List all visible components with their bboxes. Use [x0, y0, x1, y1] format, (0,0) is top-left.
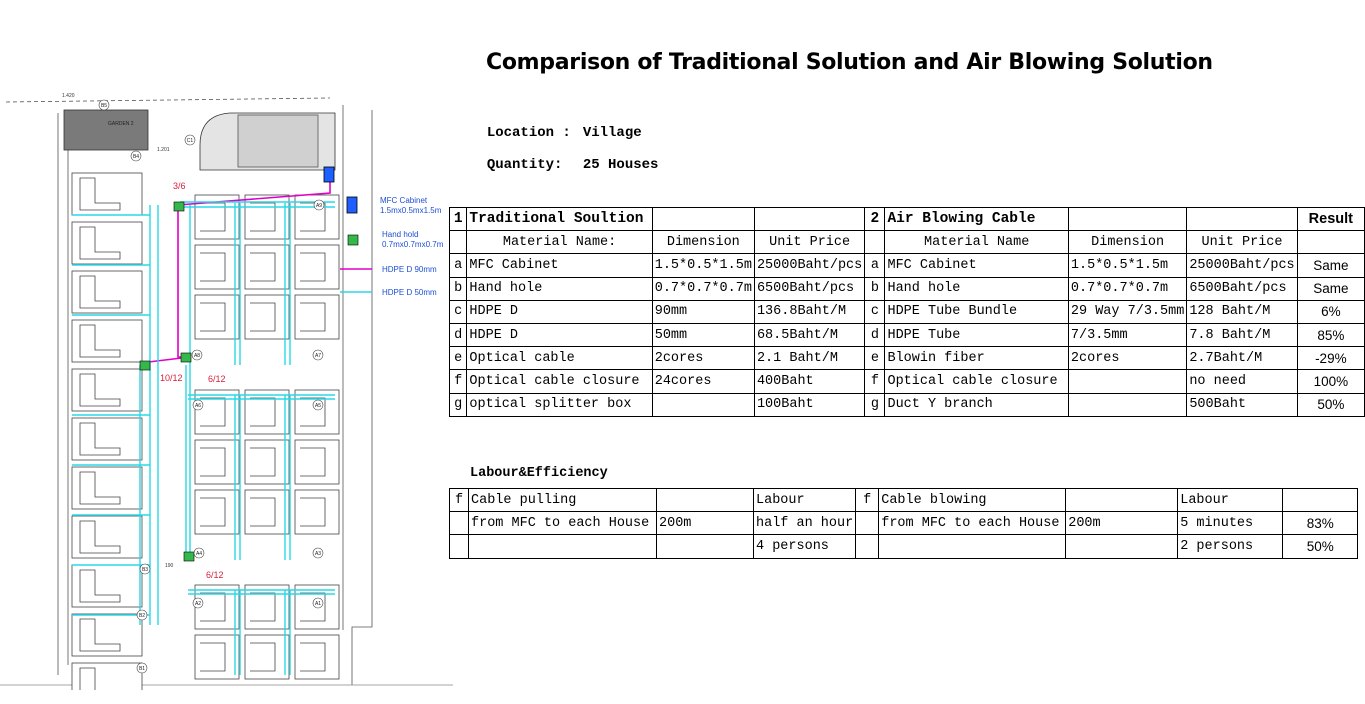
- labour-table: [449, 488, 1358, 559]
- location-line: [470, 109, 642, 141]
- labour-cell-result: [1283, 489, 1358, 512]
- material-cell-r-price: 6500Baht/pcs: [1187, 277, 1297, 300]
- material-cell-l-id: a: [450, 254, 467, 277]
- house-lot: [295, 295, 339, 339]
- col-price-left: Unit Price: [754, 231, 864, 254]
- material-cell-result: Same: [1297, 277, 1364, 300]
- col-dimension-right: Dimension: [1068, 231, 1186, 254]
- hdpe-50-route: [186, 205, 190, 555]
- house-lot: [245, 245, 289, 289]
- point-label: B5: [100, 103, 108, 109]
- legend-cabinet-title: MFC Cabinet: [380, 196, 428, 205]
- material-cell-r-id: c: [865, 300, 885, 323]
- traditional-title: Traditional Soultion: [467, 208, 652, 231]
- labour-cell-r-name: from MFC to each House: [879, 512, 1066, 535]
- labour-row: [450, 489, 1358, 512]
- material-cell-r-dim: 7/3.5mm: [1068, 323, 1186, 346]
- labour-cell-result: 50%: [1283, 535, 1358, 558]
- material-cell-r-price: 2.7Baht/M: [1187, 347, 1297, 370]
- material-cell-r-price: 128 Baht/M: [1187, 300, 1297, 323]
- labour-cell-r-price: Labour: [1178, 489, 1283, 512]
- material-cell-l-name: MFC Cabinet: [467, 254, 652, 277]
- material-cell-l-dim: 90mm: [652, 300, 754, 323]
- mfc-cabinet-marker: [324, 167, 334, 182]
- material-cell-l-id: f: [450, 370, 467, 393]
- material-cell-r-dim: 2cores: [1068, 347, 1186, 370]
- comparison-table: [449, 207, 1365, 417]
- house-lot: [195, 635, 239, 679]
- material-cell-result: 85%: [1297, 323, 1364, 346]
- material-cell-l-name: optical splitter box: [467, 393, 652, 416]
- col-material-right: Material Name: [885, 231, 1068, 254]
- material-row: [450, 323, 1365, 346]
- labour-cell-r-price: 2 persons: [1178, 535, 1283, 558]
- material-row: [450, 277, 1365, 300]
- labour-row: [450, 512, 1358, 535]
- material-cell-l-name: HDPE D: [467, 323, 652, 346]
- house-lot: [195, 490, 239, 534]
- material-cell-l-price: 400Baht: [754, 370, 864, 393]
- material-cell-r-id: d: [865, 323, 885, 346]
- material-cell-r-dim: 29 Way 7/3.5mm: [1068, 300, 1186, 323]
- hdpe-50-route: [150, 205, 158, 625]
- point-label: B4: [132, 154, 140, 160]
- material-cell-l-price: 100Baht: [754, 393, 864, 416]
- material-cell-result: 6%: [1297, 300, 1364, 323]
- ratio-label: 10/12: [160, 373, 183, 383]
- labour-cell-l-name: Cable pulling: [469, 489, 657, 512]
- point-label: A5: [314, 403, 322, 409]
- house-lot: [245, 490, 289, 534]
- legend-hdpe50: HDPE D 50mm: [382, 288, 437, 297]
- house-lot: [295, 245, 339, 289]
- point-label: C1: [186, 138, 194, 144]
- material-cell-l-dim: 1.5*0.5*1.5m: [652, 254, 754, 277]
- ratio-label: 6/12: [208, 374, 226, 384]
- labour-cell-r-name: Cable blowing: [879, 489, 1066, 512]
- material-cell-r-name: Optical cable closure: [885, 370, 1068, 393]
- house-lot: [195, 585, 239, 629]
- material-cell-r-dim: 1.5*0.5*1.5m: [1068, 254, 1186, 277]
- quantity-value: 25 Houses: [582, 157, 659, 173]
- material-cell-r-id: b: [865, 277, 885, 300]
- material-row: [450, 300, 1365, 323]
- house-lot: [245, 295, 289, 339]
- material-cell-r-name: HDPE Tube: [885, 323, 1068, 346]
- col-price-right: Unit Price: [1187, 231, 1297, 254]
- material-cell-l-price: 2.1 Baht/M: [754, 347, 864, 370]
- legend-cabinet-size: 1.5mx0.5mx1.5m: [380, 206, 442, 215]
- material-cell-l-price: 136.8Baht/M: [754, 300, 864, 323]
- dimension-label: 190: [165, 563, 174, 569]
- ratio-label: 6/12: [206, 570, 224, 580]
- material-cell-r-name: Duct Y branch: [885, 393, 1068, 416]
- dimension-label: 1.420: [62, 93, 75, 99]
- house-lot: [245, 390, 289, 434]
- hand-hole-marker: [174, 202, 184, 211]
- material-row: [450, 393, 1365, 416]
- material-cell-l-id: g: [450, 393, 467, 416]
- legend-cabinet-icon: [347, 197, 357, 213]
- material-cell-l-dim: 24cores: [652, 370, 754, 393]
- labour-cell-r-dim: [1066, 535, 1178, 558]
- labour-cell-r-dim: 200m: [1066, 512, 1178, 535]
- house-lot: [245, 585, 289, 629]
- labour-cell-l-dim: 200m: [657, 512, 754, 535]
- point-label: B2: [138, 613, 146, 619]
- house-lot: [295, 635, 339, 679]
- garden-label: GARDEN 2: [108, 121, 134, 127]
- material-cell-l-id: e: [450, 347, 467, 370]
- point-label: B3: [141, 567, 149, 573]
- labour-cell-r-dim: [1066, 489, 1178, 512]
- material-cell-result: 50%: [1297, 393, 1364, 416]
- material-cell-l-id: b: [450, 277, 467, 300]
- material-cell-l-dim: [652, 393, 754, 416]
- material-cell-r-id: f: [865, 370, 885, 393]
- point-label: A1: [314, 601, 322, 607]
- labour-cell-result: 83%: [1283, 512, 1358, 535]
- material-cell-l-dim: 50mm: [652, 323, 754, 346]
- material-cell-result: -29%: [1297, 347, 1364, 370]
- material-cell-r-price: 25000Baht/pcs: [1187, 254, 1297, 277]
- labour-cell-r-id: [856, 512, 879, 535]
- hand-hole-marker: [140, 361, 150, 370]
- material-cell-r-price: 7.8 Baht/M: [1187, 323, 1297, 346]
- point-label: A8: [193, 353, 201, 359]
- labour-cell-l-price: half an hour: [754, 512, 856, 535]
- material-cell-r-id: a: [865, 254, 885, 277]
- material-cell-l-name: Optical cable: [467, 347, 652, 370]
- material-cell-l-name: HDPE D: [467, 300, 652, 323]
- labour-cell-l-id: f: [450, 489, 469, 512]
- point-label: A2: [194, 601, 202, 607]
- hand-hole-marker: [181, 353, 191, 362]
- material-cell-l-price: 25000Baht/pcs: [754, 254, 864, 277]
- material-cell-l-name: Optical cable closure: [467, 370, 652, 393]
- labour-cell-l-dim: [657, 489, 754, 512]
- material-cell-r-price: no need: [1187, 370, 1297, 393]
- point-label: A4: [195, 551, 203, 557]
- col-material-left: Material Name:: [467, 231, 652, 254]
- house-lot: [295, 440, 339, 484]
- legend-handhole-size: 0.7mx0.7mx0.7m: [382, 240, 444, 249]
- labour-cell-l-name: from MFC to each House: [469, 512, 657, 535]
- material-row: [450, 347, 1365, 370]
- material-cell-r-price: 500Baht: [1187, 393, 1297, 416]
- material-cell-r-id: g: [865, 393, 885, 416]
- house-lot: [195, 390, 239, 434]
- point-label: A3: [314, 551, 322, 557]
- material-cell-r-name: Hand hole: [885, 277, 1068, 300]
- point-label: A7: [314, 353, 322, 359]
- point-label: A6: [194, 403, 202, 409]
- house-lot: [245, 440, 289, 484]
- traditional-num: 1: [450, 208, 467, 231]
- legend-handhole-icon: [348, 235, 358, 245]
- column-header-row: [450, 231, 1365, 254]
- labour-row: [450, 535, 1358, 558]
- labour-cell-r-id: [856, 535, 879, 558]
- material-cell-l-price: 68.5Baht/M: [754, 323, 864, 346]
- material-cell-r-name: Blowin fiber: [885, 347, 1068, 370]
- material-cell-r-dim: [1068, 370, 1186, 393]
- location-value: Village: [582, 125, 642, 141]
- labour-cell-l-id: [450, 512, 469, 535]
- labour-cell-l-dim: [657, 535, 754, 558]
- labour-heading: Labour&Efficiency: [470, 466, 608, 481]
- material-cell-l-price: 6500Baht/pcs: [754, 277, 864, 300]
- point-label: B1: [138, 666, 146, 672]
- material-cell-l-id: d: [450, 323, 467, 346]
- house-lot: [195, 440, 239, 484]
- house-lot: [295, 490, 339, 534]
- material-cell-r-name: MFC Cabinet: [885, 254, 1068, 277]
- location-label: Location :: [486, 125, 571, 141]
- site-plan-drawing: [0, 85, 455, 690]
- labour-cell-l-price: Labour: [754, 489, 856, 512]
- house-lot: [245, 635, 289, 679]
- airblowing-title: Air Blowing Cable: [885, 208, 1068, 231]
- dimension-label: 1.201: [157, 147, 170, 153]
- material-cell-result: Same: [1297, 254, 1364, 277]
- material-cell-r-dim: 0.7*0.7*0.7m: [1068, 277, 1186, 300]
- labour-cell-r-id: f: [856, 489, 879, 512]
- material-cell-l-name: Hand hole: [467, 277, 652, 300]
- house-lot: [195, 245, 239, 289]
- legend-hdpe90: HDPE D 90mm: [382, 265, 437, 274]
- material-cell-r-dim: [1068, 393, 1186, 416]
- material-cell-l-id: c: [450, 300, 467, 323]
- labour-cell-l-price: 4 persons: [754, 535, 856, 558]
- labour-cell-l-id: [450, 535, 469, 558]
- point-label: A9: [315, 203, 323, 209]
- material-cell-r-name: HDPE Tube Bundle: [885, 300, 1068, 323]
- page-title: Comparison of Traditional Solution and Air Blowing Solution: [486, 50, 1213, 75]
- labour-cell-l-name: [469, 535, 657, 558]
- material-cell-r-id: e: [865, 347, 885, 370]
- legend-handhole-title: Hand hold: [382, 230, 419, 239]
- material-cell-l-dim: 0.7*0.7*0.7m: [652, 277, 754, 300]
- labour-cell-r-price: 5 minutes: [1178, 512, 1283, 535]
- material-cell-l-dim: 2cores: [652, 347, 754, 370]
- labour-cell-r-name: [879, 535, 1066, 558]
- quantity-label: Quantity:: [486, 157, 563, 173]
- material-cell-result: 100%: [1297, 370, 1364, 393]
- material-row: [450, 254, 1365, 277]
- airblowing-num: 2: [865, 208, 885, 231]
- house-lot: [195, 295, 239, 339]
- section-header-row: [450, 208, 1365, 231]
- quantity-line: [470, 141, 658, 173]
- material-row: [450, 370, 1365, 393]
- col-dimension-left: Dimension: [652, 231, 754, 254]
- hand-hole-marker: [184, 552, 194, 561]
- house-lot: [295, 390, 339, 434]
- result-header: Result: [1297, 208, 1364, 231]
- ratio-label: 3/6: [173, 181, 186, 191]
